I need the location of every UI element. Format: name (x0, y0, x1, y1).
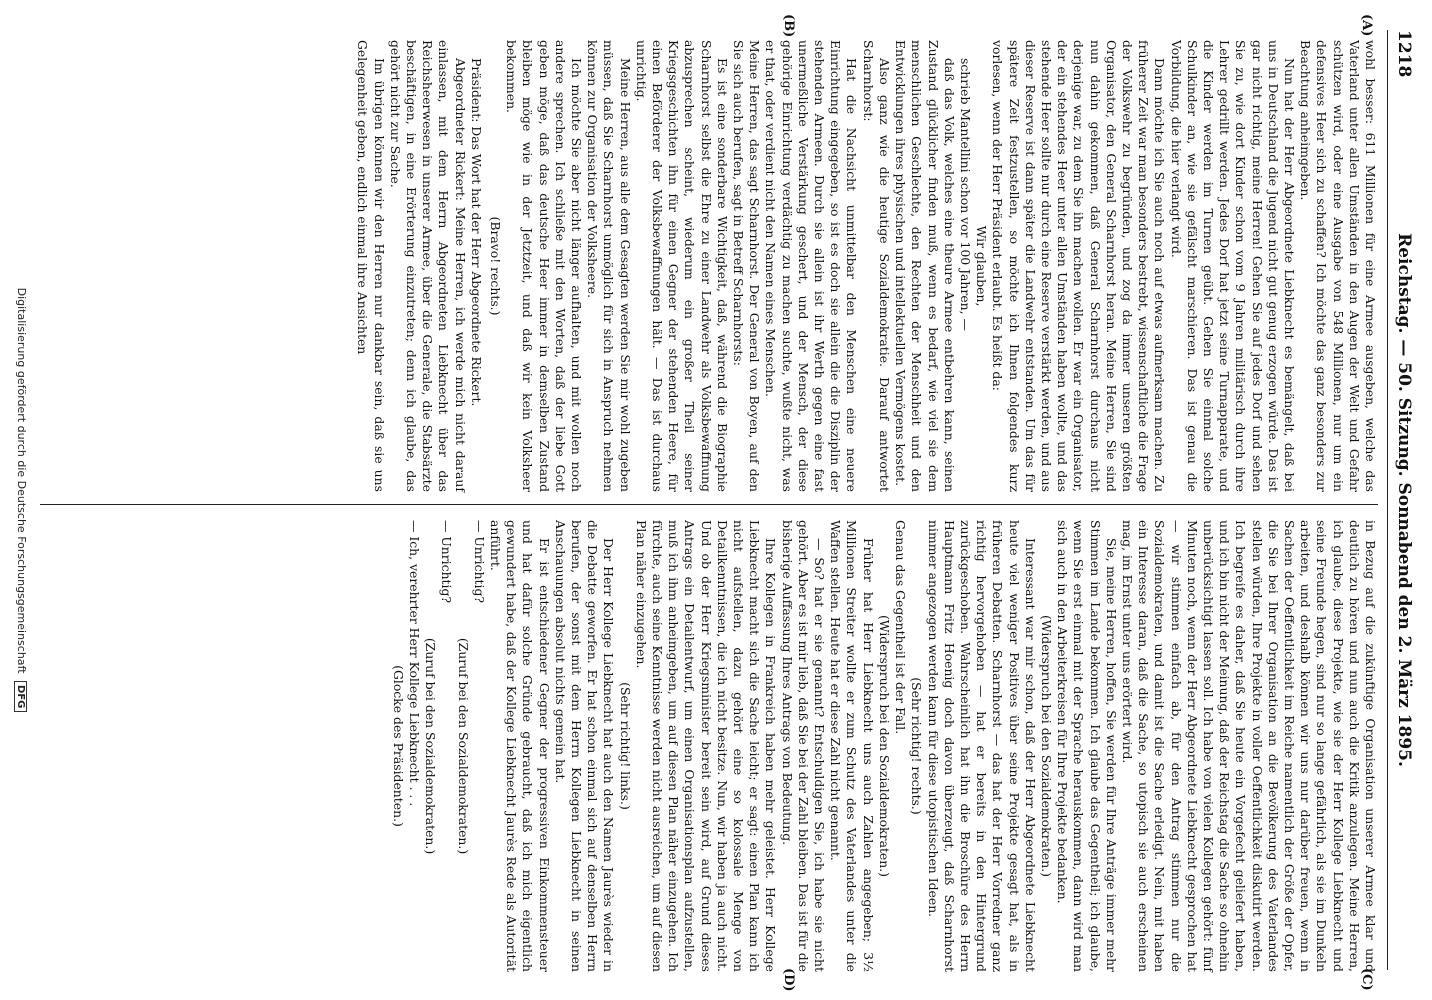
dfg-logo: DFG (14, 681, 27, 712)
page-title: Reichstag. — 50. Sitzung. Sonnabend den 2. März 1895. (1394, 233, 1414, 767)
paragraph: (Bravo! rechts.) (488, 216, 504, 316)
margin-marker-d: (D) (781, 968, 796, 992)
paragraph: Hat die Nachsicht unmittelbar den Menschen eine neuere Einrichtung eingegeben, so ist es doch sie allein die die Disziplin der stehenden Armeen. Durch sie allein ist ihr Werth gegen eine fast unermeßliche Verstärkung geschert, und der Mensch, der diese gehörige Einrichtung verdächtig zu machen suchte, wußte nicht, was er that, oder verdient nicht den Namen eines Menschen. (763, 40, 860, 492)
paragraph: Es ist eine sonderbare Wichtigkeit, daß, während die Biographie Scharnhorst selbst die Ehre zu einer Landwehr als Volksbewaffnung abzusprechen scheint, wiederum ein großer Theil seiner Kriegsgeschichten ihn für einen Gegner der stehenden Heere, für einen Beförderer der Volksbewaffnungen hält. — Das ist durchaus unrichtig. (633, 40, 730, 492)
paragraph: Interessant war mir schon, daß der Herr Abgeordnete Liebknecht heute viel weniger Positives über seine Projekte gesagt hat, als in früheren Debatten. Scharnhorst — das hat der Herr Vorredner ganz richtig hervorgehoben — hat er bereits in den Hintergrund zurückgeschoben. Wahrscheinlich hat ihn die Broschüre des Herrn Hauptmann Fritz Hoenig doch davon überzeugt, daß Scharnhorst nimmer angezogen werden kann für diese utopistischen Ideen. (925, 520, 1038, 972)
paragraph: Meine Herren, aus alle dem Gesagten werden Sie mir wohl zugeben müssen, daß Sie Scharnhorst unmöglich für sich in Anspruch nehmen können zur Organisation der Volksheere. (585, 40, 633, 492)
header-rule (1387, 30, 1388, 970)
margin-marker-c: (C) (1359, 968, 1374, 991)
paragraph: daß das Volk, welches eine theure Armee entbehren kann, seinen Zustand glücklicher finden muß, wenn es bedarf, wie viel sie dem menschlichen Geschlechte, den Rechten der Menschheit und den Entwicklungen ihres physischen und intellektuellen Vermögens kostet. (893, 40, 957, 492)
margin-marker-b: (B) (781, 14, 796, 38)
page-number: 1218 (1394, 30, 1414, 78)
paragraph: — Unrichtig? (439, 520, 455, 604)
paragraph: schrieb Mantellini schon vor 100 Jahren, — (957, 58, 973, 331)
paragraph: (Glocke des Präsidenten.) (390, 665, 406, 827)
paragraph: Früher hat Herr Liebknecht uns auch Zahlen angegeben; 3½ Millionen Streiter wollte er zum Schutz des Vaterlandes unter die Waffen stellen. Heute hat er diese Zahl nicht genannt. (828, 520, 876, 972)
page-header (1388, 30, 1414, 970)
paragraph: Ihre Kollegen in Frankreich haben mehr geleistet. Herr Kollege Liebknecht macht sich die Sache leicht; er sagt: einen Plan kann ich nicht aufstellen, dazu gehört eine so kolossale Menge von Detailkenntnissen, die ich nicht besitze. Nun, wir haben ja auch nicht. Und ob der Herr Kriegsminister bereit sein wird, auf Grund dieses Antrags ein Detailentwurf, um einen Organisationsplan aufzustellen, muß ich ihm anheimgeben, um auf diesen Plan näher einzugehen. Ich fürchte, auch seine Kenntnisse werden nicht ausreichen, um auf diesen Plan näher einzugehen. (633, 520, 779, 972)
paragraph: Er ist entschiedener Gegner der progressiven Einkommensteuer und hat dafür solche Gründe gebraucht, daß ich mich eigentlich gewundert habe, daß der Kollege Liebknecht Jaurès Rede als Autorität anführt. (488, 520, 552, 972)
paragraph: Präsident: Das Wort hat der Herr Abgeordnete Rickert. (468, 58, 484, 407)
paragraph: Nun hat der Herr Abgeordnete Liebknecht es bemängelt, daß bei uns in Deutschland die Jugend nicht gut genug erzogen würde. Das ist gar nicht richtig, meine Herren! Gehen Sie auf jedes Dorf und sehen Sie zu, wie dort Kinder schon vom 9 Jahren militärisch durch ihre Lehrer gedrillt werden. Jedes Dorf hat jetzt seine Turnapparate, und die Kinder werden im Turnen geübt. Gehen Sie einmal solche Schulkinder an, wie sie gefälscht marschieren. Das ist genau die Vorbildung, die hier verlangt wird. (1168, 40, 1297, 492)
paragraph: (Sehr richtig! rechts.) (909, 677, 925, 815)
paragraph: (Sehr richtig! links.) (617, 682, 633, 810)
paragraph: Sie, meine Herren, hoffen, Sie werden für Ihre Anträge immer mehr Stimmen im Lande bekommen. Ich glaube das Gegentheil; ich glaube, wenn Sie erst einmal mit der Sprache herauskommen, dann wird man sich auch in den Arbeiterkreisen für Ihre Projekte bedanken. (1055, 520, 1119, 972)
paragraph: (Widerspruch bei den Sozialdemokraten.) (876, 614, 892, 878)
paragraph: — Unrichtig? (471, 520, 487, 604)
paragraph: — Ich, verehrter Herr Kollege Liebknecht . . . (407, 520, 423, 807)
paragraph: wohl besser: 611 Millionen für eine Armee ausgeben, welche das Vaterland unter allen Umständen in den Augen der Welt und Gefahr schützen wird, oder eine Ausgabe von 548 Millionen, nur um ein defensives Heer sich zu schaffen? Ich möchte das ganz besonders zur Beachtung anheimgeben. (1298, 40, 1378, 492)
paragraph: Wir glauben, (974, 225, 990, 307)
footer-credit: Digitalisierung gefördert durch die Deutsche Forschungsgemeinschaft (15, 287, 28, 674)
paragraph: Der Herr Kollege Liebknecht hat auch den Namen Jaurès wieder in die Debatte geworfen. Er hat schon einmal sich auf denselben Herrn berufen, der sonst mit dem Herrn Kollegen Liebknecht in seinen Anschauungen absolut nichts gemein hat. (552, 520, 617, 972)
paragraph: Im übrigen können wir den Herren nur dankbar sein, daß sie uns Gelegenheit geben, endlich einmal ihre Ansichten (355, 40, 387, 492)
left-text-column (40, 40, 1378, 492)
paragraph: Meine Herren, das sagt Scharnhorst. Der General von Boyen, auf den Sie sich auch berufen, sagt in Betreff Scharnhorsts: (731, 40, 763, 492)
footer (14, 0, 28, 1000)
paragraph: (Zuruf bei den Sozialdemokraten.) (423, 637, 439, 855)
paragraph: Dann möchte ich Sie auch noch auf etwas aufmerksam machen. Zu früherer Zeit war man besonders bestrebt, wissenschaftliche die Frage der Volkswehr zu begründen, und zog da immer unseren größten Organisator, den General Scharnhorst heran. Meine Herren, Sie sind nun dahin gekommen, daß General Scharnhorst durchaus nicht derjenige war, zu dem Sie ihn machen wollen. Er war ein Organisator, der ein stehendes Heer unter allen Umständen haben wollte, und das stehende Heer sollte nur durch eine Reserve verstärkt werden, und aus dieser Reserve ist dann später die Landwehr entstanden. Um das für spätere Zeit festzustellen, so möchte ich Ihnen folgendes kurz vorlesen, wenn der Herr Präsident erlaubt. Es heißt da: (990, 40, 1168, 492)
margin-marker-a: (A) (1359, 14, 1374, 37)
paragraph: Ich möchte Sie aber nicht länger aufhalten, und mit wollen noch andere sprechen. Ich schließe mit den Worten, daß der liebe Gott geben möge, daß das deutsche Heer immer in demselben Zustand bleiben möge wie in der Jetztzeit, und daß wir kein Volksheer bekommen. (504, 40, 585, 492)
paragraph: Abgeordneter Rickert: Meine Herren, ich werde mich nicht darauf einlassen, mit dem Herrn Abgeordneten Liebknecht über das Reichsheerwesen in unserer Armee, über die Generale, die Stabsärzte beschäftigen, in eine Erörterung einzutreten; denn ich glaube, das gehört nicht zur Sache. (387, 40, 468, 492)
paragraph: (Zuruf bei den Sozialdemokraten.) (455, 637, 471, 855)
paragraph: — So? hat er sie genannt? Entschuldigen Sie, ich habe sie nicht gehört. Aber es ist mir lieb, daß Sie bei der Zahl bleiben. Das ist für die bisherige Auffassung Ihres Antrags von Bedeutung. (779, 520, 828, 972)
right-text-column (40, 520, 1378, 972)
paragraph: in Bezug auf die zukünftige Organisation unserer Armee klar und deutlich zu hören und nun auch die Kritik anzulegen. Meine Herren, ich glaube, diese Projekte, wie sie der Herr Kollege Liebknecht und seine Freunde hegen, sind nur so lange gefährlich, als sie im Dunkeln arbeiten, und deshalb können wir uns nur darüber freuen, wenn in Sachen der Oeffentlichkeit im Reiche namentlich der Größe der Opfer, die Sie bei Ihrer Organisation an die Bevölkerung des Vaterlandes stellen würden, Ihre Projekte in voller Oeffentlichkeit diskutirt werden. Ich begreife es daher, daß Sie heute ein Vorgefecht geliefert haben, und ich bin nicht der Meinung, daß der Reichstag die Sache so ohnehin unberücksichtigt lassen soll. Ich habe von vielen Kollegen gehört: fünf Minuten noch, wenn der Herr Abgeordnete Liebknecht gesprochen hat — wir stimmen einfach ab, für den Antrag stimmen nur die Sozialdemokraten, und damit ist die Sache erledigt. Nein, mit haben ein Interesse daran, daß die Sache, so utopisch sie auch erscheinen mag, im Ernst unter uns erörtert wird. (1119, 520, 1378, 972)
column-divider (40, 504, 1378, 505)
paragraph: (Widerspruch bei den Sozialdemokraten.) (1038, 614, 1054, 878)
paragraph: Also ganz wie die heutige Sozialdemokratie. Darauf antwortet Scharnhorst: (860, 40, 892, 492)
paragraph: Genau das Gegentheil ist der Fall. (893, 520, 909, 735)
